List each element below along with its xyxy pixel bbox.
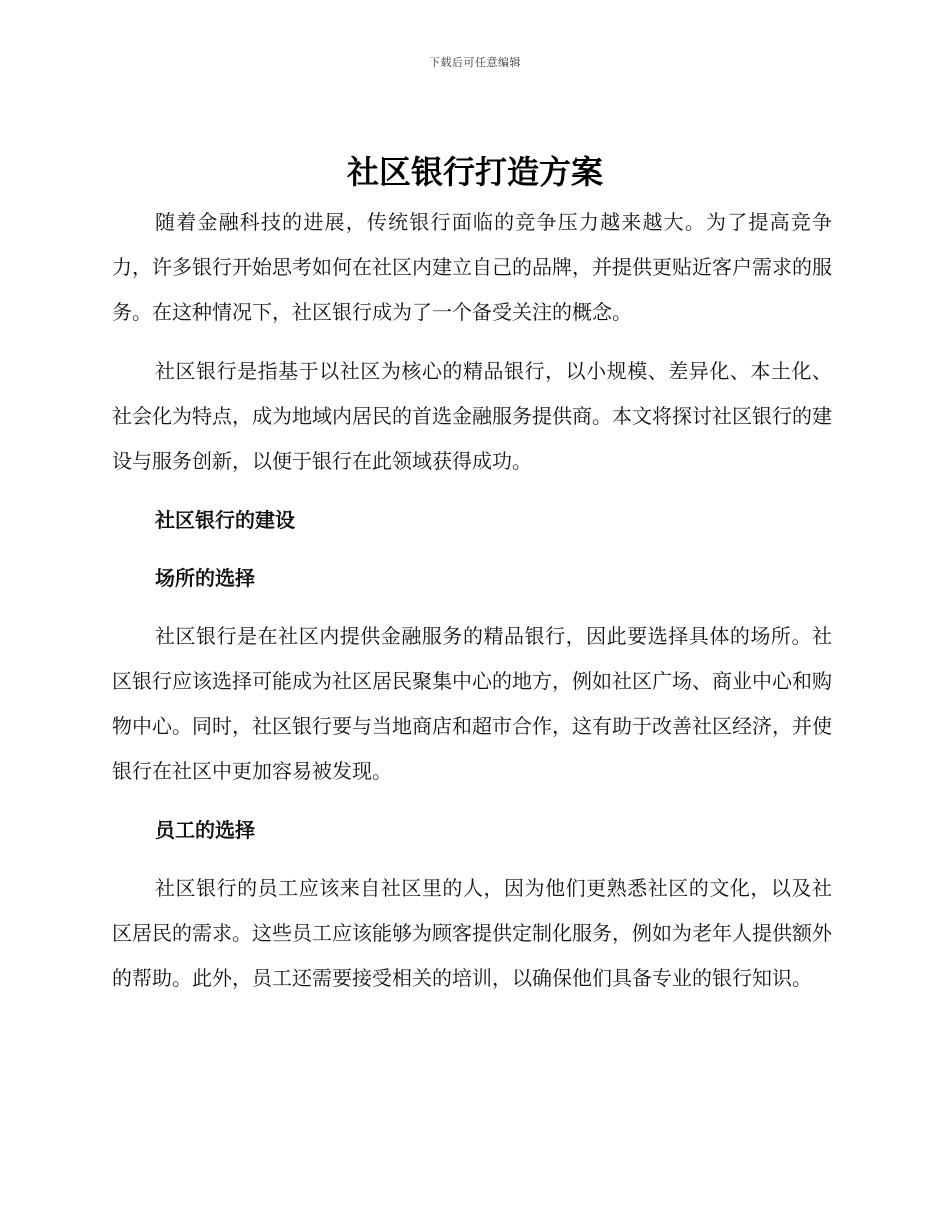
subsection-heading-location: 场所的选择 <box>155 566 255 590</box>
paragraph-definition: 社区银行是指基于以社区为核心的精品银行，以小规模、差异化、本土化、社会化为特点，成为地域内居民的首选金融服务提供商。本文将探讨社区银行的建设与服务创新，以便于银行在此领域获得成功。 <box>112 359 832 473</box>
paragraph-location: 社区银行是在社区内提供金融服务的精品银行，因此要选择具体的场所。社区银行应该选择可能成为社区居民聚集中心的地方，例如社区广场、商业中心和购物中心。同时，社区银行要与当地商店和超市合作，这有助于改善社区经济，并使银行在社区中更加容易被发现。 <box>112 624 832 783</box>
paragraph-staff: 社区银行的员工应该来自社区里的人，因为他们更熟悉社区的文化，以及社区居民的需求。这些员工应该能够为顾客提供定制化服务，例如为老年人提供额外的帮助。此外，员工还需要接受相关的培训，以确保他们具备专业的银行知识。 <box>112 876 832 990</box>
section-heading-construction: 社区银行的建设 <box>155 508 295 532</box>
page-header-note: 下载后可任意编辑 <box>429 56 521 69</box>
document-body <box>112 200 832 1015</box>
paragraph-intro: 随着金融科技的进展，传统银行面临的竞争压力越来越大。为了提高竞争力，许多银行开始思考如何在社区内建立自己的品牌，并提供更贴近客户需求的服务。在这种情况下，社区银行成为了一个备受关注的概念。 <box>112 210 832 324</box>
subsection-heading-staff: 员工的选择 <box>155 818 255 842</box>
document-title: 社区银行打造方案 <box>346 153 603 191</box>
